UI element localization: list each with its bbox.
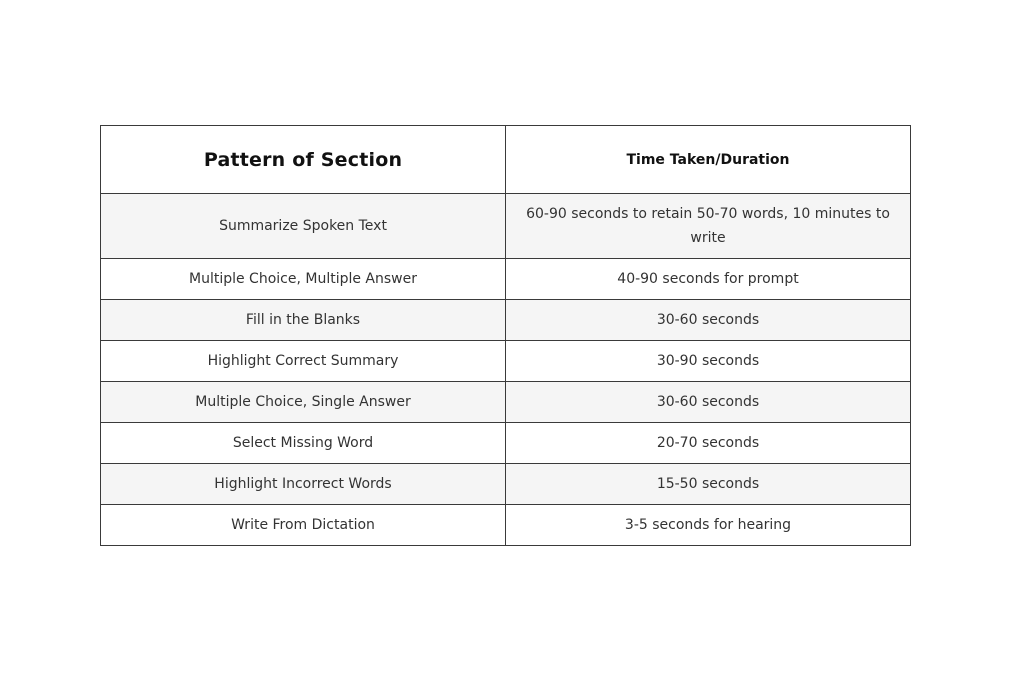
section-cell: Multiple Choice, Multiple Answer <box>101 259 506 300</box>
table-row <box>101 194 911 259</box>
table-row <box>101 300 911 341</box>
section-cell: Fill in the Blanks <box>101 300 506 341</box>
duration-cell: 30-90 seconds <box>506 341 911 382</box>
duration-cell: 20-70 seconds <box>506 423 911 464</box>
section-cell: Multiple Choice, Single Answer <box>101 382 506 423</box>
table-row <box>101 423 911 464</box>
duration-cell: 30-60 seconds <box>506 300 911 341</box>
section-cell: Highlight Correct Summary <box>101 341 506 382</box>
table-row <box>101 505 911 546</box>
section-cell: Highlight Incorrect Words <box>101 464 506 505</box>
section-cell: Select Missing Word <box>101 423 506 464</box>
section-cell: Summarize Spoken Text <box>101 194 506 259</box>
duration-cell: 40-90 seconds for prompt <box>506 259 911 300</box>
section-cell: Write From Dictation <box>101 505 506 546</box>
duration-cell: 30-60 seconds <box>506 382 911 423</box>
table-row <box>101 341 911 382</box>
table-row <box>101 382 911 423</box>
table-row <box>101 464 911 505</box>
duration-cell: 15-50 seconds <box>506 464 911 505</box>
header-time-taken: Time Taken/Duration <box>506 126 911 194</box>
duration-cell: 3-5 seconds for hearing <box>506 505 911 546</box>
header-pattern-of-section: Pattern of Section <box>101 126 506 194</box>
table-header-row <box>101 126 911 194</box>
table-row <box>101 259 911 300</box>
duration-cell: 60-90 seconds to retain 50-70 words, 10 minutes to write <box>506 194 911 259</box>
pattern-duration-table <box>100 125 911 546</box>
